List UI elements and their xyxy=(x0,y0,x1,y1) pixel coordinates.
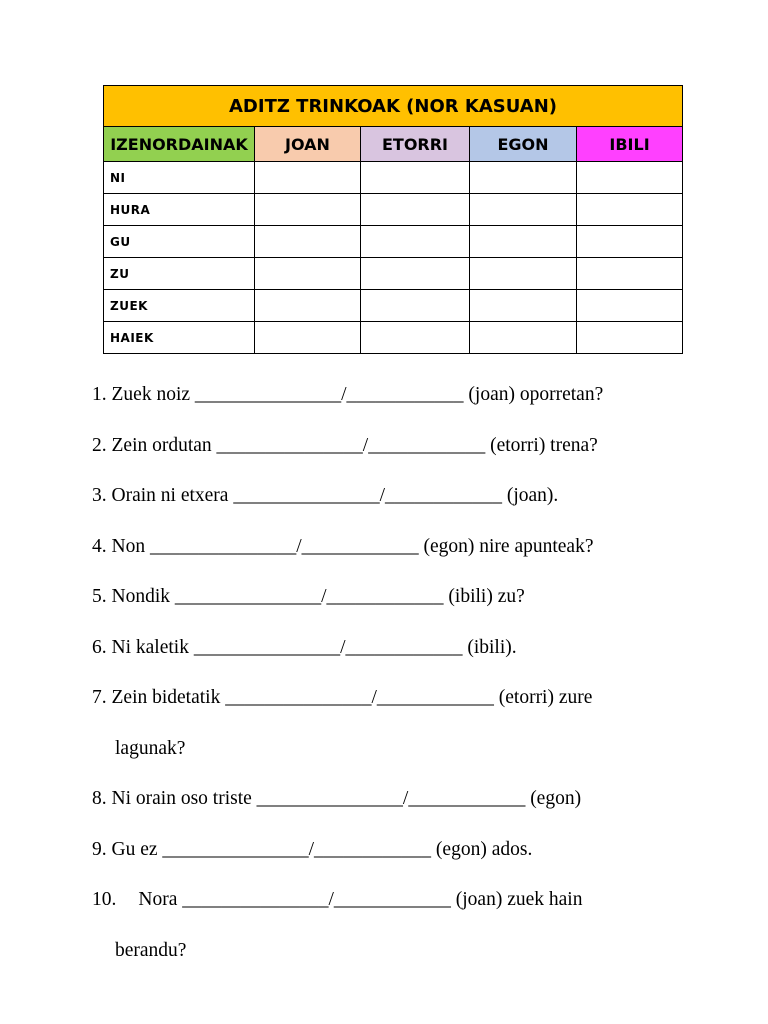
answer-cell[interactable] xyxy=(361,322,470,354)
answer-cell[interactable] xyxy=(361,258,470,290)
answer-cell[interactable] xyxy=(577,258,683,290)
answer-cell[interactable] xyxy=(577,322,683,354)
answer-cell[interactable] xyxy=(470,162,577,194)
answer-cell[interactable] xyxy=(255,322,361,354)
exercise-item: 4. Non _______________/____________ (egon) nire apunteak? xyxy=(92,535,594,557)
header-egon: EGON xyxy=(470,127,577,162)
table-header-row xyxy=(104,127,683,162)
answer-cell[interactable] xyxy=(470,290,577,322)
answer-cell[interactable] xyxy=(470,258,577,290)
header-joan: JOAN xyxy=(255,127,361,162)
exercise-number: 10. xyxy=(92,889,117,910)
pronoun-cell: NI xyxy=(104,162,255,194)
pronoun-cell: ZUEK xyxy=(104,290,255,322)
exercise-item: 5. Nondik _______________/____________ (ibili) zu? xyxy=(92,586,525,607)
exercise-continuation: lagunak? xyxy=(115,737,186,759)
exercise-continuation: berandu? xyxy=(115,939,187,961)
answer-cell[interactable] xyxy=(577,290,683,322)
exercise-item: 6. Ni kaletik _______________/____________ (ibili). xyxy=(92,636,517,658)
answer-cell[interactable] xyxy=(255,194,361,226)
table-row xyxy=(104,290,683,322)
pronoun-cell: ZU xyxy=(104,258,255,290)
answer-cell[interactable] xyxy=(470,226,577,258)
answer-cell[interactable] xyxy=(470,194,577,226)
exercise-item xyxy=(92,883,732,934)
answer-cell[interactable] xyxy=(361,194,470,226)
answer-cell[interactable] xyxy=(361,162,470,194)
exercise-item: 8. Ni orain oso triste _______________/____________ (egon) xyxy=(92,788,582,809)
table-row xyxy=(104,194,683,226)
pronoun-cell: HURA xyxy=(104,194,255,226)
header-izenordainak: IZENORDAINAK xyxy=(104,127,255,162)
table-row xyxy=(104,322,683,354)
header-ibili: IBILI xyxy=(577,127,683,162)
answer-cell[interactable] xyxy=(255,162,361,194)
answer-cell[interactable] xyxy=(577,194,683,226)
answer-cell[interactable] xyxy=(577,162,683,194)
exercise-text: Nora _______________/____________ (joan) zuek hain xyxy=(138,889,583,910)
exercise-item: 9. Gu ez _______________/____________ (egon) ados. xyxy=(92,838,533,860)
table-row xyxy=(104,226,683,258)
table-row xyxy=(104,162,683,194)
answer-cell[interactable] xyxy=(470,322,577,354)
exercise-item: 2. Zein ordutan _______________/____________ (etorri) trena? xyxy=(92,434,598,456)
exercise-item: 7. Zein bidetatik _______________/____________ (etorri) zure xyxy=(92,687,593,708)
answer-cell[interactable] xyxy=(577,226,683,258)
pronoun-cell: GU xyxy=(104,226,255,258)
exercise-item: 1. Zuek noiz _______________/____________ (joan) oporretan? xyxy=(92,384,604,405)
answer-cell[interactable] xyxy=(255,226,361,258)
header-etorri: ETORRI xyxy=(361,127,470,162)
exercise-item: 3. Orain ni etxera _______________/____________ (joan). xyxy=(92,485,559,506)
answer-cell[interactable] xyxy=(255,290,361,322)
verb-conjugation-table xyxy=(103,85,683,354)
pronoun-cell: HAIEK xyxy=(104,322,255,354)
table-title: ADITZ TRINKOAK (NOR KASUAN) xyxy=(104,86,683,127)
answer-cell[interactable] xyxy=(361,226,470,258)
table-row xyxy=(104,258,683,290)
answer-cell[interactable] xyxy=(361,290,470,322)
answer-cell[interactable] xyxy=(255,258,361,290)
exercise-list xyxy=(92,378,732,984)
